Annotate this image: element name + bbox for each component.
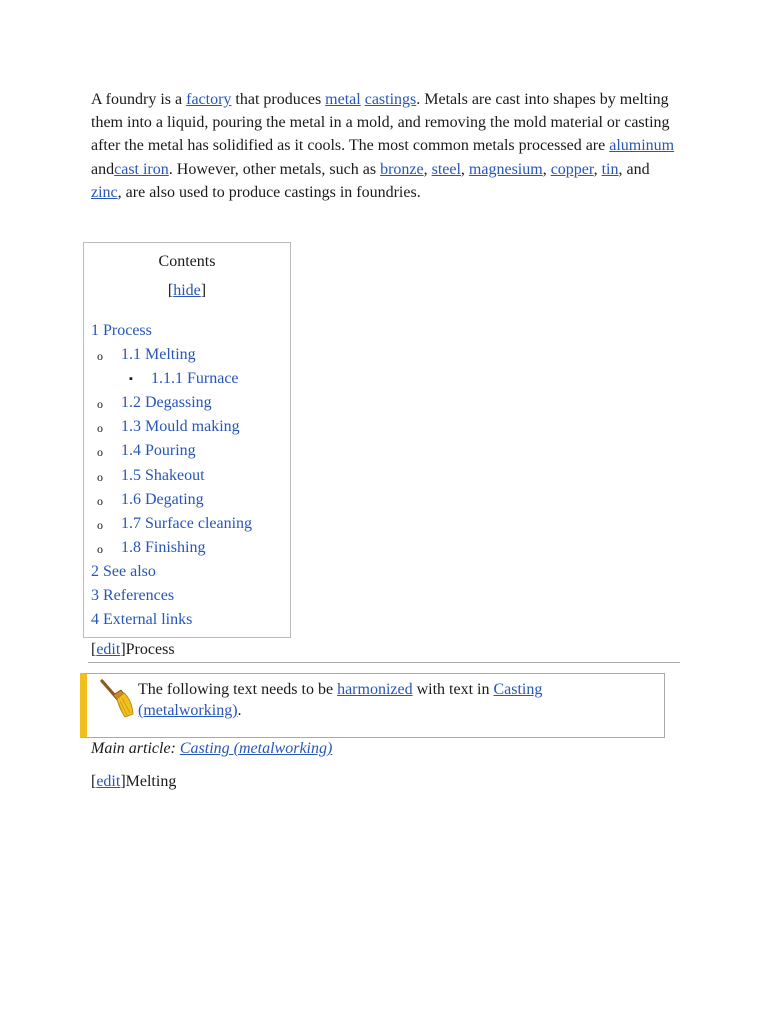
section-title: Melting xyxy=(125,773,177,790)
link-cast-iron[interactable]: cast iron xyxy=(114,160,169,178)
link-bronze[interactable]: bronze xyxy=(380,160,424,178)
link-metal[interactable]: metal xyxy=(325,91,361,108)
link-aluminum[interactable]: aluminum xyxy=(609,137,675,155)
toc-item-pouring xyxy=(84,439,290,463)
link-steel[interactable]: steel xyxy=(431,160,461,178)
intro-text: , xyxy=(423,160,432,178)
circle-bullet-icon: o xyxy=(97,541,103,556)
link-harmonized[interactable]: harmonized xyxy=(337,681,413,698)
square-bullet-icon: ▪ xyxy=(129,373,133,386)
intro-text: . However, other metals, such as xyxy=(168,160,381,178)
toc-link-degating[interactable]: 1.6 Degating xyxy=(121,490,204,508)
toc-link-melting[interactable]: 1.1 Melting xyxy=(121,346,196,364)
notice-text xyxy=(138,679,608,721)
link-copper[interactable]: copper xyxy=(550,160,594,178)
intro-text: , are also used to produce castings in foundries. xyxy=(117,183,421,201)
circle-bullet-icon: o xyxy=(97,493,103,508)
harmonize-notice-box xyxy=(80,673,665,738)
circle-bullet-icon: o xyxy=(97,349,103,364)
bracket-open: [ xyxy=(91,641,97,658)
toc-link-external-links[interactable]: 4 External links xyxy=(91,611,193,629)
circle-bullet-icon: o xyxy=(97,469,103,484)
bracket-open: [ xyxy=(91,773,97,790)
edit-link-process[interactable]: edit xyxy=(96,641,121,658)
link-casting-metalworking[interactable]: Casting (metalworking) xyxy=(138,681,543,719)
toc-item-melting xyxy=(84,343,290,367)
main-article-link[interactable]: Casting (metalworking) xyxy=(179,740,333,757)
toc-item-finishing xyxy=(84,536,290,560)
bracket-close: ] xyxy=(200,282,207,299)
intro-text: that produces xyxy=(231,91,326,108)
toc-hide-toggle xyxy=(84,281,290,301)
toc-list xyxy=(84,319,290,632)
toc-link-process[interactable]: 1 Process xyxy=(91,322,152,339)
circle-bullet-icon: o xyxy=(97,421,103,436)
intro-text: , and xyxy=(618,160,650,178)
bracket-close: ] xyxy=(120,773,126,790)
notice-text-part: with text in xyxy=(412,681,494,698)
main-article-label: Main article: xyxy=(91,740,180,757)
link-tin[interactable]: tin xyxy=(601,160,619,178)
toc-title: Contents xyxy=(158,253,216,270)
link-zinc[interactable]: zinc xyxy=(91,183,118,201)
link-factory[interactable]: factory xyxy=(186,91,232,108)
link-castings[interactable]: castings xyxy=(364,91,417,108)
toc-link-finishing[interactable]: 1.8 Finishing xyxy=(121,538,206,556)
circle-bullet-icon: o xyxy=(97,445,103,460)
intro-text: , xyxy=(593,160,602,178)
toc-item-process xyxy=(84,319,290,343)
toc-link-degassing[interactable]: 1.2 Degassing xyxy=(121,394,212,412)
bracket-open: [ xyxy=(167,282,174,299)
toc-item-shakeout xyxy=(84,464,290,488)
intro-text: . Metals are cast into shapes by melting them into a liquid, pouring the metal in a mold, and removing the mold material or casting after the metal has solidified as it cools. The most common metals processed are xyxy=(91,91,670,155)
toc-link-furnace[interactable]: 1.1.1 Furnace xyxy=(151,370,239,388)
table-of-contents xyxy=(83,242,291,638)
circle-bullet-icon: o xyxy=(97,397,103,412)
section-heading-melting xyxy=(91,772,176,792)
intro-text: , xyxy=(542,160,551,178)
intro-paragraph xyxy=(91,88,681,204)
bracket-close: ] xyxy=(120,641,126,658)
toc-link-pouring[interactable]: 1.4 Pouring xyxy=(121,442,196,460)
intro-text: A foundry is a xyxy=(91,91,187,108)
heading-divider xyxy=(88,662,680,663)
edit-link-melting[interactable]: edit xyxy=(96,773,121,790)
intro-text: , xyxy=(460,160,469,178)
toc-item-references xyxy=(84,584,290,608)
toc-link-mould-making[interactable]: 1.3 Mould making xyxy=(121,418,240,436)
toc-link-see-also[interactable]: 2 See also xyxy=(91,562,156,580)
circle-bullet-icon: o xyxy=(97,517,103,532)
broom-icon xyxy=(99,678,135,718)
intro-text: and xyxy=(91,160,115,178)
toc-item-see-also xyxy=(84,560,290,584)
toc-item-surface-cleaning xyxy=(84,512,290,536)
notice-text-part: . xyxy=(237,702,242,719)
toc-hide-link[interactable]: hide xyxy=(173,282,201,299)
toc-item-degating xyxy=(84,488,290,512)
toc-link-surface-cleaning[interactable]: 1.7 Surface cleaning xyxy=(121,514,253,532)
main-article-hatnote xyxy=(91,738,332,760)
toc-link-references[interactable]: 3 References xyxy=(91,587,175,605)
link-magnesium[interactable]: magnesium xyxy=(468,160,543,178)
toc-item-external-links xyxy=(84,608,290,632)
toc-item-mould-making xyxy=(84,415,290,439)
toc-item-furnace xyxy=(84,367,290,391)
toc-item-degassing xyxy=(84,391,290,415)
section-heading-process xyxy=(91,640,175,660)
notice-text-part: The following text needs to be xyxy=(138,681,338,698)
toc-link-shakeout[interactable]: 1.5 Shakeout xyxy=(121,466,205,484)
section-title: Process xyxy=(125,641,175,658)
